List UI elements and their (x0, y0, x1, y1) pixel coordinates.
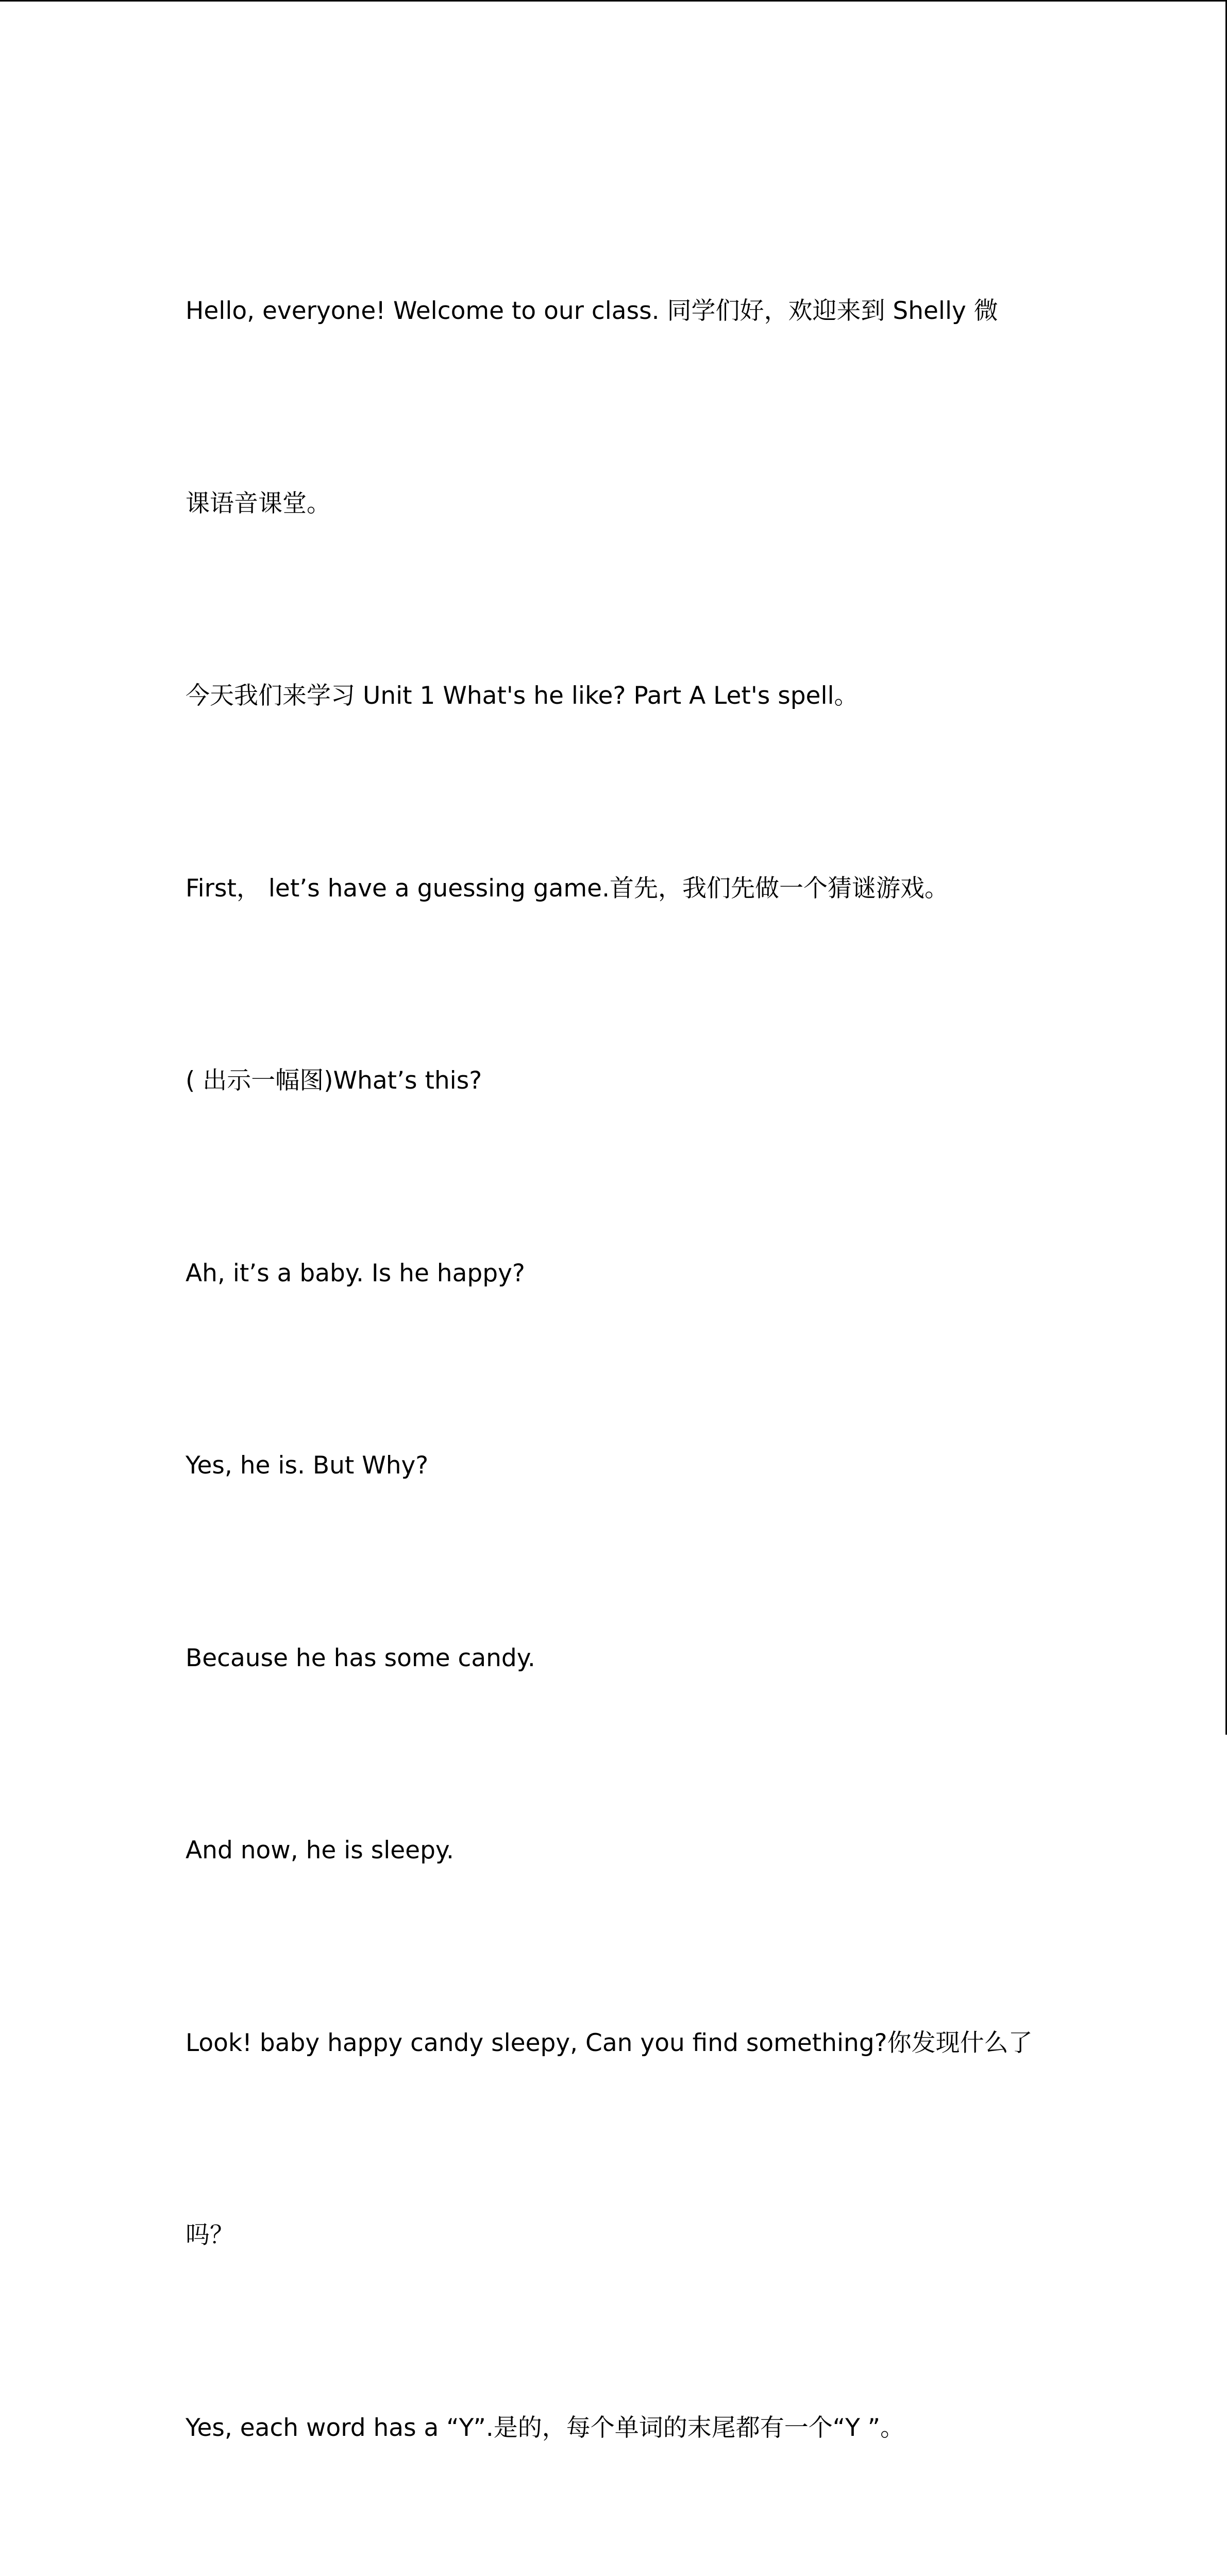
text-line-8: Because he has some candy. (186, 1643, 535, 1672)
text-line-11: 吗？ (186, 2221, 234, 2249)
text-line-4: First， let’s have a guessing game.首先，我们先做一个猜谜游戏。 (186, 874, 949, 903)
text-line-5: ( 出示一幅图)What’s this? (186, 1066, 482, 1095)
text-line-7: Yes, he is. But Why? (186, 1451, 429, 1480)
text-line-1: Hello, everyone! Welcome to our class. 同学们好，欢迎来到 Shelly 微 (186, 297, 998, 325)
text-line-9: And now, he is sleepy. (186, 1836, 454, 1865)
text-line-3: 今天我们来学习 Unit 1 What's he like? Part A Let's spell。 (186, 682, 859, 710)
text-line-2: 课语音课堂。 (186, 489, 331, 518)
document-body (186, 151, 1041, 2576)
text-line-12: Yes, each word has a “Y”.是的，每个单词的末尾都有一个“Y ”。 (186, 2413, 905, 2442)
text-line-6: Ah, it’s a baby. Is he happy? (186, 1259, 525, 1287)
text-line-10: Look! baby happy candy sleepy, Can you find something?你发现什么了 (186, 2028, 1033, 2057)
